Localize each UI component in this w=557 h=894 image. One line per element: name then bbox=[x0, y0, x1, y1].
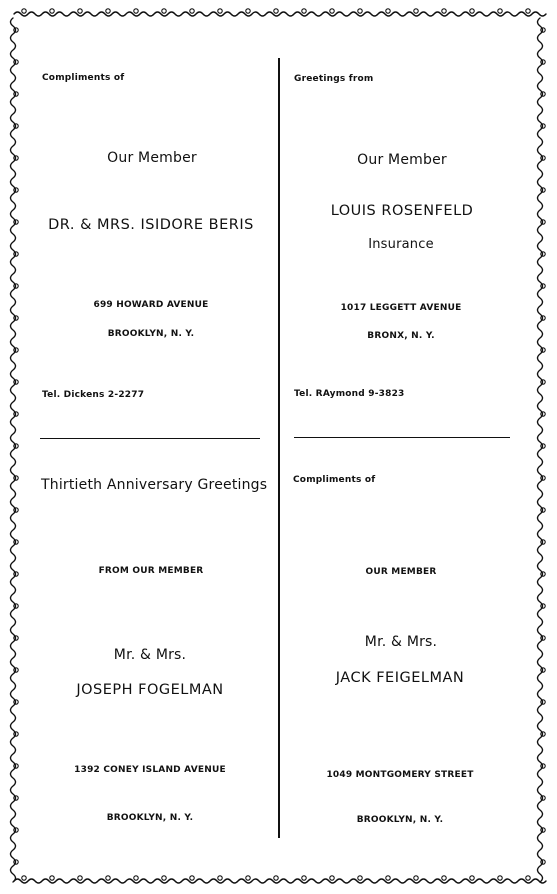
member-name: DR. & MRS. ISIDORE BERIS bbox=[48, 217, 254, 233]
business-line: Insurance bbox=[368, 237, 434, 252]
headline: Thirtieth Anniversary Greetings bbox=[41, 477, 268, 493]
member-label: Our Member bbox=[107, 150, 197, 166]
address-line: 1392 CONEY ISLAND AVENUE bbox=[74, 765, 226, 775]
intro-text: Greetings from bbox=[294, 74, 374, 84]
member-label: OUR MEMBER bbox=[365, 567, 437, 577]
address-line: 1049 MONTGOMERY STREET bbox=[326, 770, 474, 780]
address-line: 1017 LEGGETT AVENUE bbox=[340, 303, 462, 313]
member-name: LOUIS ROSENFELD bbox=[330, 203, 474, 219]
honorific: Mr. & Mrs. bbox=[364, 634, 438, 650]
intro-text: Compliments of bbox=[42, 73, 125, 83]
member-name: JOSEPH FOGELMAN bbox=[76, 682, 224, 698]
member-name: JACK FEIGELMAN bbox=[335, 670, 465, 686]
intro-text: Compliments of bbox=[293, 475, 376, 485]
left-horizontal-divider bbox=[40, 438, 260, 439]
city-line: BROOKLYN, N. Y. bbox=[356, 815, 444, 825]
member-label: Our Member bbox=[357, 152, 447, 168]
address-line: 699 HOWARD AVENUE bbox=[93, 300, 209, 310]
phone-line: Tel. Dickens 2-2277 bbox=[42, 390, 145, 400]
honorific: Mr. & Mrs. bbox=[113, 647, 187, 663]
city-line: BRONX, N. Y. bbox=[367, 331, 435, 341]
center-divider bbox=[278, 58, 280, 838]
phone-line: Tel. RAymond 9-3823 bbox=[294, 389, 405, 399]
city-line: BROOKLYN, N. Y. bbox=[107, 329, 195, 339]
city-line: BROOKLYN, N. Y. bbox=[106, 813, 194, 823]
from-label: FROM OUR MEMBER bbox=[98, 566, 204, 576]
right-horizontal-divider bbox=[294, 437, 510, 438]
